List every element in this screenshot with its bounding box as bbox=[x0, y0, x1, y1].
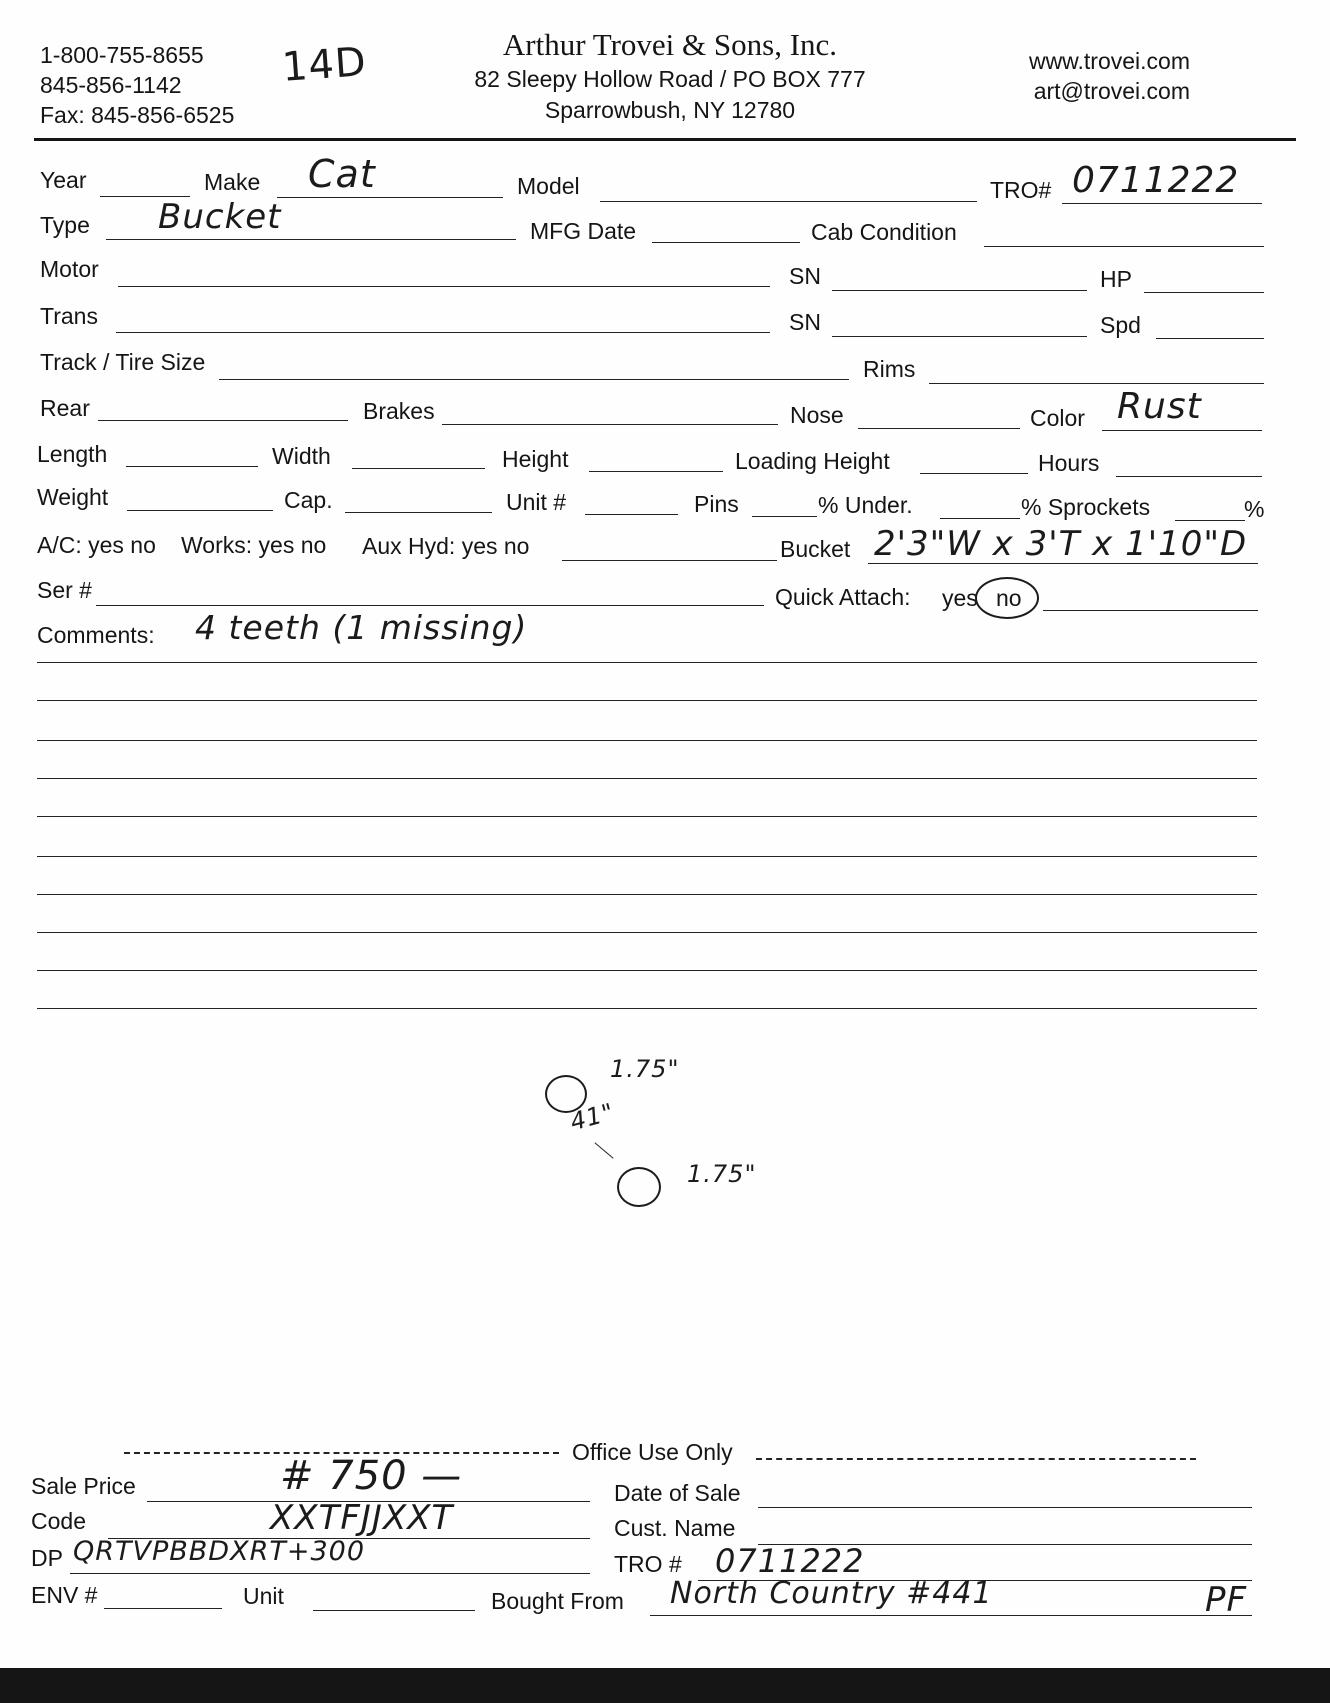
field-unit-number[interactable] bbox=[585, 514, 678, 515]
label-ac: A/C: yes no bbox=[37, 532, 156, 558]
header-divider bbox=[34, 138, 1296, 141]
field-track-tire[interactable] bbox=[219, 379, 849, 380]
label-hp: HP bbox=[1100, 266, 1132, 292]
value-comments: 4 teeth (1 missing) bbox=[195, 608, 528, 647]
sketch-label-middle: 41" bbox=[567, 1097, 618, 1137]
field-spd[interactable] bbox=[1156, 338, 1264, 339]
field-quick-attach[interactable] bbox=[1043, 610, 1258, 611]
label-pct: % bbox=[1244, 496, 1265, 522]
company-block bbox=[425, 26, 915, 126]
website: www.trovei.com bbox=[1028, 48, 1190, 74]
qa-no-selected-circle bbox=[975, 577, 1039, 619]
field-brakes[interactable] bbox=[442, 424, 778, 425]
label-width: Width bbox=[272, 443, 331, 469]
label-works: Works: yes no bbox=[181, 532, 327, 558]
field-hp[interactable] bbox=[1144, 292, 1264, 293]
comment-line[interactable] bbox=[37, 662, 1257, 663]
label-model: Model bbox=[517, 173, 580, 199]
label-rear: Rear bbox=[40, 395, 90, 421]
label-env: ENV # bbox=[31, 1582, 98, 1608]
option-qa-yes[interactable]: yes bbox=[942, 585, 978, 611]
comment-line[interactable] bbox=[37, 1008, 1257, 1009]
comment-line[interactable] bbox=[37, 932, 1257, 933]
comment-line[interactable] bbox=[37, 700, 1257, 701]
email: art@trovei.com bbox=[1033, 78, 1190, 104]
field-bought-from[interactable] bbox=[650, 1615, 1252, 1616]
field-nose[interactable] bbox=[858, 428, 1020, 429]
field-pins[interactable] bbox=[752, 516, 817, 517]
field-color[interactable] bbox=[1102, 430, 1262, 431]
company-name: Arthur Trovei & Sons, Inc. bbox=[502, 27, 838, 62]
label-tro: TRO# bbox=[990, 177, 1052, 203]
label-rims: Rims bbox=[863, 356, 916, 382]
label-nose: Nose bbox=[790, 402, 844, 428]
sketch-hole-bottom bbox=[617, 1167, 661, 1207]
label-make: Make bbox=[204, 169, 261, 195]
sketch-label-top: 1.75" bbox=[610, 1055, 680, 1083]
fax-number: Fax: 845-856-6525 bbox=[40, 102, 235, 128]
value-office-tro: 0711222 bbox=[715, 1542, 865, 1580]
contact-web bbox=[1029, 46, 1190, 106]
value-color: Rust bbox=[1117, 386, 1202, 427]
field-dp[interactable] bbox=[70, 1573, 590, 1574]
contact-phones bbox=[40, 40, 234, 130]
label-trans: Trans bbox=[40, 303, 98, 329]
company-address-line2: Sparrowbush, NY 12780 bbox=[544, 97, 796, 123]
field-under[interactable] bbox=[940, 518, 1020, 519]
value-code: XXTFJJXXT bbox=[270, 1498, 454, 1538]
field-height[interactable] bbox=[589, 471, 723, 472]
field-make[interactable] bbox=[277, 197, 503, 198]
comment-line[interactable] bbox=[37, 856, 1257, 857]
label-cust-name: Cust. Name bbox=[614, 1515, 736, 1541]
label-comments: Comments: bbox=[37, 622, 155, 648]
label-type: Type bbox=[40, 212, 90, 238]
value-sale-price: # 750 — bbox=[280, 1453, 463, 1499]
label-sale-price: Sale Price bbox=[31, 1473, 136, 1499]
label-quick-attach: Quick Attach: bbox=[775, 584, 911, 610]
label-track-tire: Track / Tire Size bbox=[40, 349, 206, 375]
company-address-line1: 82 Sleepy Hollow Road / PO BOX 777 bbox=[474, 66, 866, 92]
label-motor-sn: SN bbox=[789, 263, 821, 289]
label-bucket: Bucket bbox=[780, 536, 851, 562]
sketch-label-bottom: 1.75" bbox=[687, 1160, 757, 1188]
office-use-title: Office Use Only bbox=[572, 1439, 733, 1465]
comment-line[interactable] bbox=[37, 970, 1257, 971]
value-bucket: 2'3"W x 3'T x 1'10"D bbox=[874, 524, 1248, 564]
field-cap[interactable] bbox=[345, 512, 492, 513]
label-spd: Spd bbox=[1100, 312, 1141, 338]
comment-line[interactable] bbox=[37, 740, 1257, 741]
field-motor-sn[interactable] bbox=[832, 290, 1087, 291]
field-mfg-date[interactable] bbox=[652, 242, 800, 243]
label-unit-number: Unit # bbox=[506, 489, 567, 515]
field-date-of-sale[interactable] bbox=[758, 1507, 1252, 1508]
office-divider-right bbox=[756, 1458, 1196, 1460]
label-pct-sprockets: % Sprockets bbox=[1021, 494, 1151, 520]
field-weight[interactable] bbox=[127, 510, 273, 511]
handwritten-initials: PF bbox=[1205, 1580, 1248, 1620]
value-make: Cat bbox=[308, 152, 376, 196]
label-mfg-date: MFG Date bbox=[530, 218, 637, 244]
label-cap: Cap. bbox=[284, 487, 333, 513]
value-type: Bucket bbox=[158, 197, 282, 237]
label-height: Height bbox=[502, 446, 569, 472]
label-hours: Hours bbox=[1038, 450, 1100, 476]
field-trans[interactable] bbox=[116, 332, 770, 333]
field-loading-height[interactable] bbox=[920, 473, 1028, 474]
sketch-connector bbox=[594, 1142, 613, 1158]
comment-line[interactable] bbox=[37, 778, 1257, 779]
comment-line[interactable] bbox=[37, 894, 1257, 895]
field-hours[interactable] bbox=[1116, 476, 1262, 477]
label-ser: Ser # bbox=[37, 577, 92, 603]
scan-bottom-edge bbox=[0, 1668, 1330, 1703]
label-year: Year bbox=[40, 167, 87, 193]
field-trans-sn[interactable] bbox=[832, 336, 1087, 337]
field-cab-condition[interactable] bbox=[984, 246, 1264, 247]
label-trans-sn: SN bbox=[789, 309, 821, 335]
phone-tollfree: 1-800-755-8655 bbox=[40, 42, 204, 68]
field-model[interactable] bbox=[600, 201, 977, 202]
field-width[interactable] bbox=[352, 468, 485, 469]
field-type[interactable] bbox=[106, 239, 516, 240]
field-aux-hyd[interactable] bbox=[562, 560, 777, 561]
field-office-unit[interactable] bbox=[313, 1610, 475, 1611]
label-cab-condition: Cab Condition bbox=[811, 219, 957, 245]
option-qa-no[interactable]: no bbox=[996, 585, 1022, 611]
label-office-tro: TRO # bbox=[614, 1551, 682, 1577]
label-weight: Weight bbox=[37, 484, 109, 510]
label-aux-hyd: Aux Hyd: yes no bbox=[362, 533, 530, 559]
value-dp: QRTVPBBDXRT+300 bbox=[73, 1536, 366, 1567]
label-pins: Pins bbox=[694, 491, 739, 517]
value-bought-from: North Country #441 bbox=[670, 1576, 993, 1611]
field-rear[interactable] bbox=[98, 420, 348, 421]
comment-line[interactable] bbox=[37, 816, 1257, 817]
label-color: Color bbox=[1030, 405, 1085, 431]
label-length: Length bbox=[37, 441, 108, 467]
field-env[interactable] bbox=[104, 1608, 222, 1609]
label-code: Code bbox=[31, 1508, 86, 1534]
label-brakes: Brakes bbox=[363, 398, 435, 424]
field-tro[interactable] bbox=[1062, 203, 1262, 204]
label-date-of-sale: Date of Sale bbox=[614, 1480, 741, 1506]
label-loading-height: Loading Height bbox=[735, 448, 890, 474]
phone-local: 845-856-1142 bbox=[40, 72, 182, 98]
field-ser[interactable] bbox=[96, 605, 764, 606]
label-motor: Motor bbox=[40, 256, 99, 282]
label-pct-under: % Under. bbox=[818, 492, 913, 518]
field-motor[interactable] bbox=[118, 286, 770, 287]
field-length[interactable] bbox=[126, 466, 258, 467]
label-office-unit: Unit bbox=[243, 1583, 284, 1609]
value-tro: 0711222 bbox=[1072, 160, 1240, 201]
field-rims[interactable] bbox=[929, 383, 1264, 384]
handwritten-lot-number: 14D bbox=[280, 39, 369, 91]
label-dp: DP bbox=[31, 1545, 63, 1571]
label-bought-from: Bought From bbox=[491, 1588, 624, 1614]
field-sprockets[interactable] bbox=[1175, 520, 1245, 521]
